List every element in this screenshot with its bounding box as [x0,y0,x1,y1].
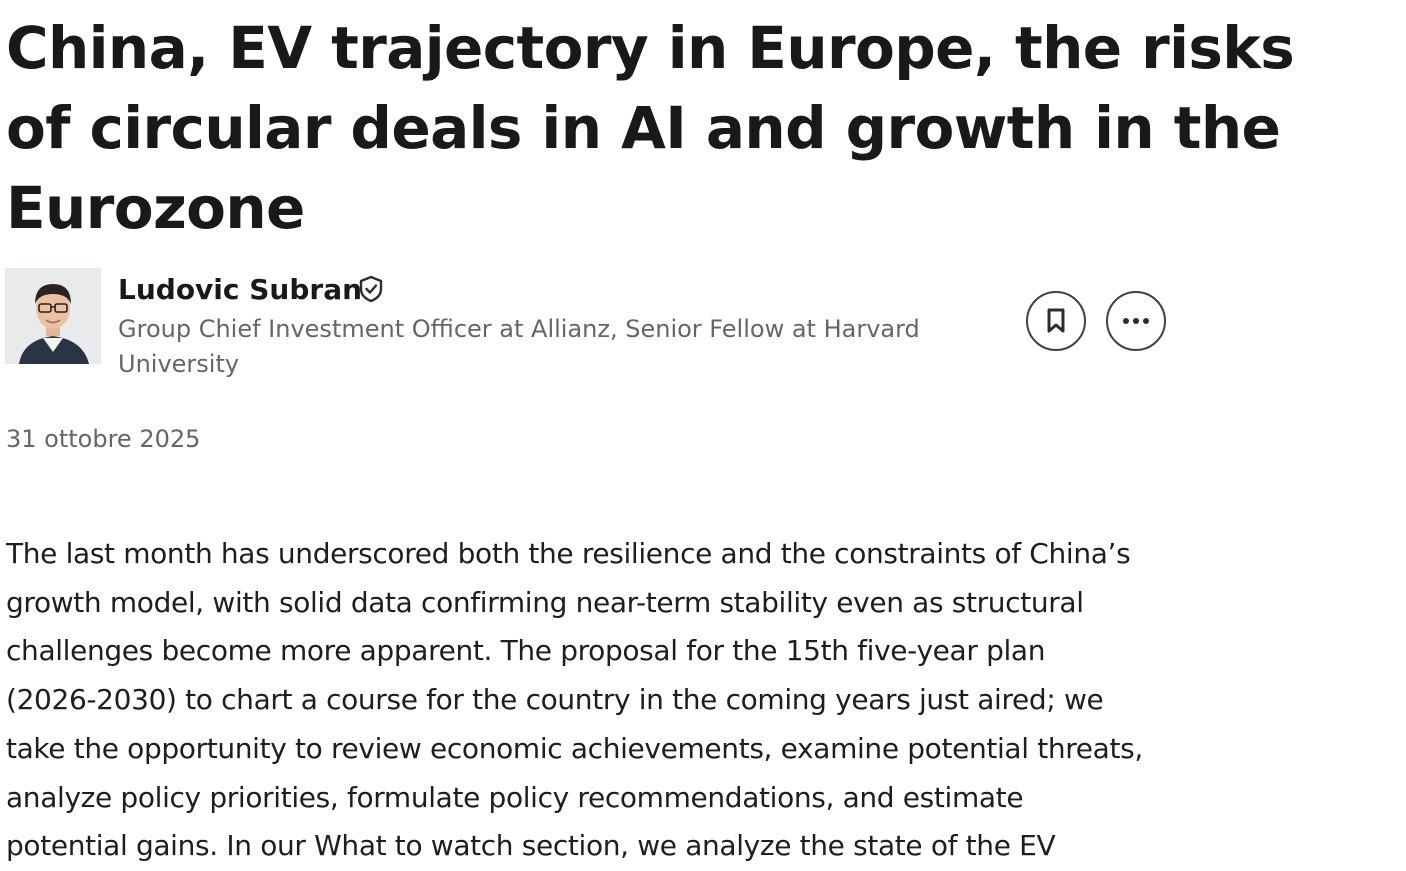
verified-shield-icon [358,275,384,303]
save-article-button[interactable] [1026,291,1086,351]
article-title-line: China, EV trajectory in Europe, the risks [6,14,1295,82]
article-body-line: analyze policy priorities, formulate policy recommendations, and estimate [6,780,1024,814]
article-title-line: Eurozone [6,174,305,242]
article-title-line: of circular deals in AI and growth in the [6,94,1281,162]
article-body [6,530,1406,871]
author-photo [5,268,101,364]
article-title [6,8,1406,248]
article-body-line: (2026-2030) to chart a course for the country in the coming years just aired; we [6,683,1104,717]
author-headline-line: Group Chief Investment Officer at Allianz, Senior Fellow at Harvard [118,315,920,343]
publish-date: 31 ottobre 2025 [6,425,201,453]
bookmark-icon [1045,308,1067,334]
article-body-line: take the opportunity to review economic achievements, examine potential threats, [6,731,1143,765]
author-headline-line: University [118,350,240,378]
article-body-line: growth model, with solid data confirming near-term stability even as structural [6,585,1084,619]
article-body-line: challenges become more apparent. The proposal for the 15th five-year plan [6,634,1046,668]
article-body-line: potential gains. In our What to watch section, we analyze the state of the EV [6,829,1056,863]
author-avatar[interactable] [5,268,101,364]
more-options-button[interactable] [1106,291,1166,351]
article-body-line: The last month has underscored both the resilience and the constraints of China’s [6,537,1131,570]
more-horizontal-icon [1122,317,1150,325]
author-name[interactable]: Ludovic Subran [118,273,363,306]
author-headline [118,312,978,382]
